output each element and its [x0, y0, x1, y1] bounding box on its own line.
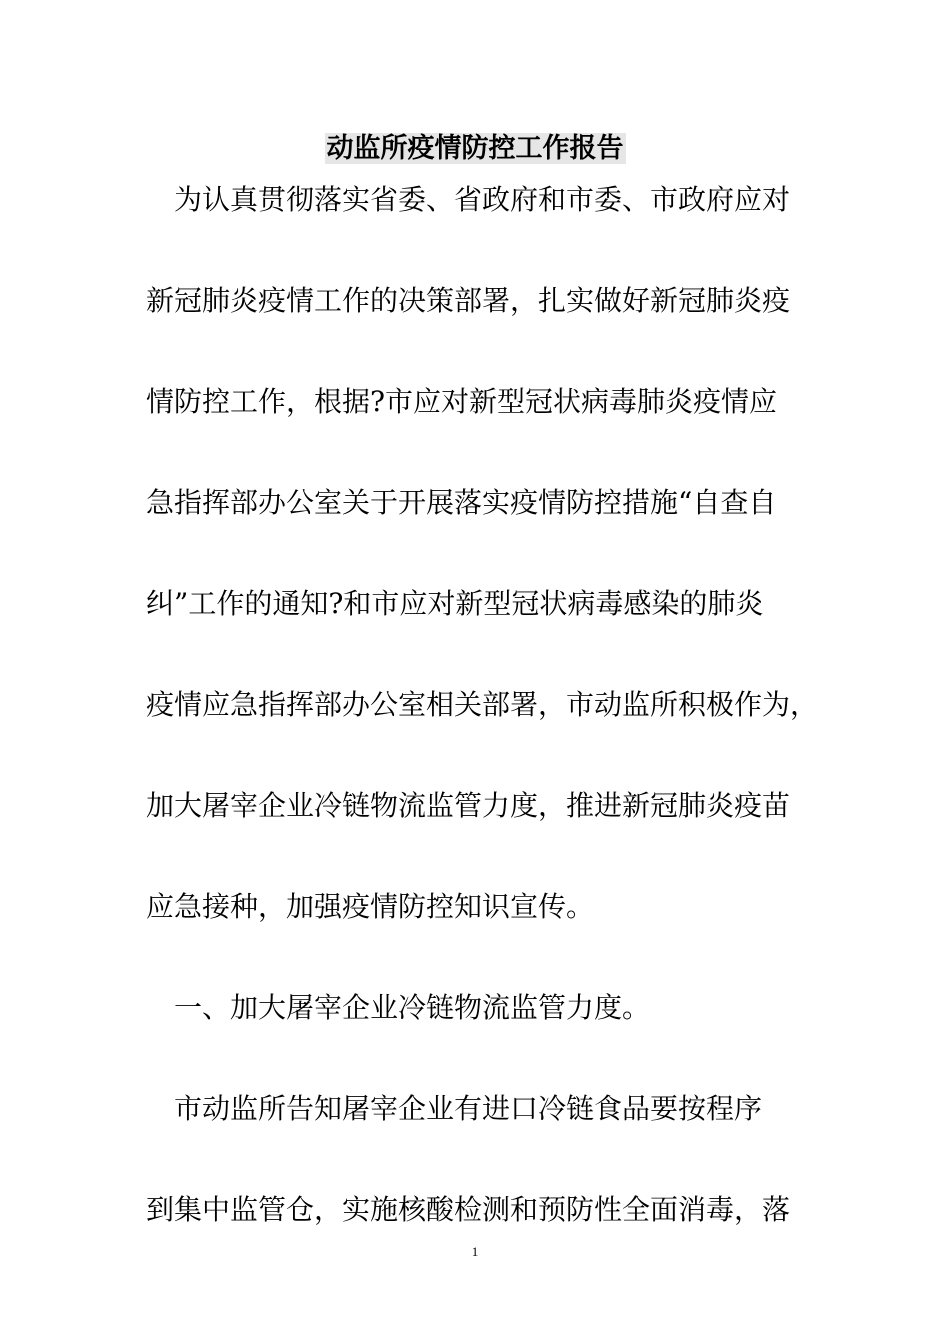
body-line-8: 应急接种，加强疫情防控知识宣传。 — [146, 890, 595, 923]
document-title — [0, 131, 950, 167]
body-line-5: 纠”工作的通知?和市应对新型冠状病毒感染的肺炎 — [146, 587, 764, 620]
body-line-1: 为认真贯彻落实省委、省政府和市委、市政府应对 — [146, 183, 791, 216]
body-line-7: 加大屠宰企业冷链物流监管力度，推进新冠肺炎疫苗 — [146, 789, 791, 822]
section-heading-1: 一、加大屠宰企业冷链物流监管力度。 — [146, 991, 651, 1024]
body-line-9: 市动监所告知屠宰企业有进口冷链食品要按程序 — [146, 1092, 763, 1125]
body-line-2: 新冠肺炎疫情工作的决策部署，扎实做好新冠肺炎疫 — [146, 284, 791, 317]
body-line-10: 到集中监管仓，实施核酸检测和预防性全面消毒，落 — [146, 1193, 791, 1226]
body-line-4: 急指挥部办公室关于开展落实疫情防控措施“自查自 — [146, 486, 777, 519]
document-title-text: 动监所疫情防控工作报告 — [326, 133, 624, 164]
body-line-3: 情防控工作，根据?市应对新型冠状病毒肺炎疫情应 — [146, 385, 778, 418]
body-line-6: 疫情应急指挥部办公室相关部署，市动监所积极作为， — [146, 688, 819, 721]
page-number: 1 — [471, 1244, 479, 1259]
document-body — [146, 175, 826, 1234]
